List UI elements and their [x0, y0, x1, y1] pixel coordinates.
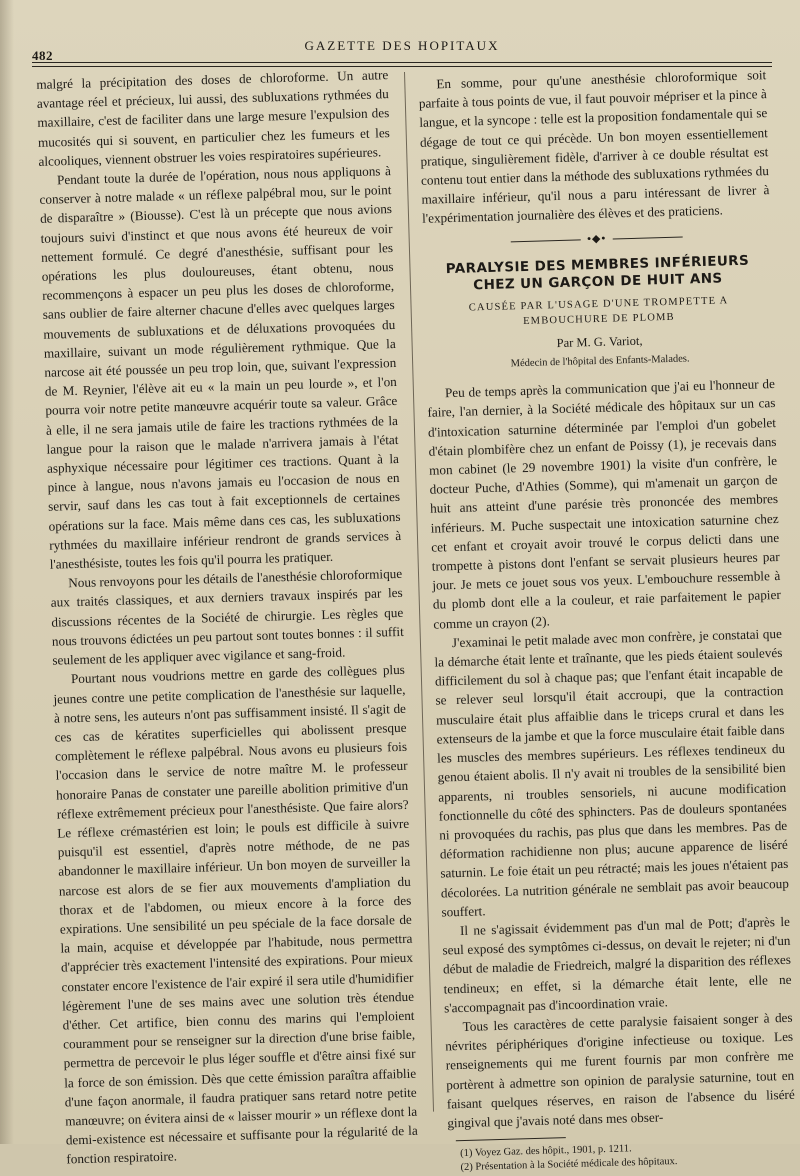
left-column	[36, 65, 418, 1169]
article-subtitle: CAUSÉE PAR L'USAGE D'UNE TROMPETTE A EMBOUCHURE DE PLOMB	[468, 295, 729, 327]
paragraph: Peu de temps après la communication que j'ai eu l'honneur de faire, l'an dernier, à la Société médicale des hôpitaux sur un cas d'intoxication saturnine déterminée par l'emploi d'un gobelet d'étain plombifère chez un enfant de Poissy (1), je recevais dans mon cabinet (le 29 novembre 1901) la visite d'un confrère, le docteur Puche, d'Athies (Somme), qui m'amenait un garçon de huit ans atteint d'une parésie très prononcée des membres inférieurs. M. Puche suspectait une intoxication saturnine chez cet enfant et croyait avoir trouvé le corpus delicti dans une trompette à pistons dont l'enfant se servait plusieurs heures par jour. Je mets ce jouet sous vos yeux. L'embouchure ressemble à du plomb dont elle a la couleur, et raie parfaitement le papier comme un crayon (2).	[427, 376, 781, 632]
article-author: Par M. G. Variot,	[556, 333, 643, 350]
journal-title: GAZETTE DES HOPITAUX	[304, 38, 500, 53]
paragraph: Il ne s'agissait évidemment pas d'un mal de Pott; d'après le seul exposé des symptômes ci-dessus, on devait le rejeter; ni d'un début de maladie de Friedreich, malgré la disparition des réflexes tendineux; en effet, si la démarche était lente, elle ne s'accompagnait pas d'incoordination vraie.	[442, 913, 792, 1016]
paragraph: Nous renvoyons pour les détails de l'anesthésie chloroformique aux traités classiques, et aux derniers travaux inspirés par les discussions récentes de la Société de chirurgie. Les règles que nous trouvons édictées un peu partout sont toutes bonnes : il suffit seulement de les appliquer avec vigilance et sang-froid.	[50, 566, 404, 668]
footnote: (1) Voyez Gaz. des hôpit., 1901, p. 1211.	[460, 1143, 632, 1160]
paragraph: Pendant toute la durée de l'opération, nous nous appliquons à conserver à notre malade « un réflexe palpébral mou, sur le point de disparaître » (Biousse). C'est là un précepte que nous avions toujours suivi d'instinct et que nous avons été heureux de voir nettement formulé. Ce degré d'anesthésie, suffisant pour les opérations les plus douloureuses, étant obtenu, nous recommençons à espacer un peu plus les doses de chloroforme, sans oublier de faire alterner chacune d'elles avec quelques larges mouvements de subluxations et de déluxations provoquées du maxillaire, suivant un mode régulièrement rythmique. Que la narcose ait été poussée un peu trop loin, que, suivant l'expression de M. Reynier, l'élève ait eu « la main un peu lourde », et l'on pourra voir notre petite manœuvre acquérir toute sa valeur. Grâce à elle, il ne sera jamais utile de faire les tractions rythmées de la langue pour la raison que le malade n'arrivera jamais à l'état asphyxique nécessaire pour légitimer ces tractions. Quant à la pince à langue, nous n'avons jamais eu l'occasion de nous en servir, sauf dans les cas tout à fait exceptionnels de certaines opérations sur la face. Mais même dans ces cas, les subluxations rythmées du maxillaire inférieur rendront de grands services à l'anesthésiste, toutes les fois qu'il pourra les pratiquer.	[39, 163, 402, 572]
footnote-rule	[456, 1137, 566, 1141]
page-header	[32, 34, 772, 64]
header-rule-thin	[32, 66, 772, 67]
paragraph: En somme, pour qu'une anesthésie chloroformique soit parfaite à tous points de vue, il faut pouvoir mépriser et la pince à langue, et la syncope : telle est la proposition fondamentale qui se dégage de tout ce qui précède. Un bon moyen essentiellement pratique, singulièrement fidèle, d'arriver à ce double résultat est contenu tout entier dans la méthode des subluxations rythmées du maxillaire inférieur, qu'il nous a paru intéressant de livrer à l'expérimentation journalière des élèves et des praticiens.	[418, 67, 770, 227]
article-title: PARALYSIE DES MEMBRES INFÉRIEURS CHEZ UN GARÇON DE HUIT ANS	[445, 252, 750, 294]
separator-ornament: •◆•	[586, 232, 607, 245]
footnotes	[448, 1138, 797, 1176]
page-number: 482	[32, 48, 53, 63]
header-rule	[32, 62, 772, 63]
section-separator	[423, 225, 771, 254]
paragraph: Pourtant nous voudrions mettre en garde des collègues plus jeunes contre une petite complication de l'anesthésie sur laquelle, à notre sens, les auteurs n'ont pas suffisamment insisté. Il s'agit de ces cas de kératites superficielles qui abolissent presque complètement le réflexe palpébral. Nous avons eu plusieurs fois l'occasion dans le service de notre maître M. le professeur honoraire Panas de constater une pareille abolition primitive d'un réflexe extrêmement précieux pour l'anesthésiste. Que faire alors? Le réflexe crémastérien est loin; le pouls est difficile à suivre puisqu'il est essentiel, d'après notre méthode, de ne pas abandonner le maxillaire inférieur. Un bon moyen de surveiller la narcose est alors de se fier aux mouvements d'ampliation du thorax et de l'abdomen, ou mieux encore à la force des expirations. Une sensibilité un peu spéciale de la face dorsale de la main, acquise et développée par l'habitude, nous permettra d'apprécier très exactement l'intensité des expirations. Pour mieux constater encore l'existence de l'air expiré il sera utile d'humidifier légèrement l'une de ses mains avec une solution très étendue d'éther. Cet artifice, bien connu des marins qui l'emploient couramment pour se renseigner sur la direction d'une brise faible, permettra de percevoir le plus léger souffle et d'être ainsi fixé sur la force de son émission. Dès que cette émission paraîtra affaiblie d'une façon anormale, il faudra pratiquer sans retard notre petite manœuvre; on évitera ainsi de « laisser mourir » un réflexe dont la demi-existence est nécessaire et suffisante pour la régularité de la fonction respiratoire.	[53, 662, 418, 1167]
footnote: (2) Présentation à la Société médicale des hôpitaux.	[460, 1156, 678, 1174]
paragraph: malgré la précipitation des doses de chloroforme. Un autre avantage réel et précieux, lui aussi, des subluxations rythmées du maxillaire, c'est de faciliter dans une large mesure l'expulsion des mucosités qui si souvent, en particulier chez les fumeurs et les alcooliques, viennent obstruer les voies respiratoires supérieures.	[36, 67, 391, 169]
page-edge-shadow	[0, 0, 14, 1144]
paragraph: J'examinai le petit malade avec mon confrère, je constatai que la démarche était lente et traînante, que les pieds étaient soulevés difficilement du sol à chaque pas; que l'enfant était incapable de se relever seul lorsqu'il était accroupi, que la contraction musculaire était plus affaiblie dans le triceps crural et dans les extenseurs de la jambe et que la force musculaire était faible dans les muscles des membres supérieurs. Les réflexes tendineux du genou étaient abolis. Il n'y avait ni troubles de la sensibilité bien apparents, ni troubles sensoriels, ni aucune modification fonctionnelle du côté des sphincters. Pas de douleurs spontanées ni provoquées du rachis, pas plus que dans les membres. Pas de déformation rachidienne non plus; aucune apparence de liséré saturnin. Le foie était un peu rétracté; mais les joues n'étaient pas décolorées. La nutrition générale ne semblait pas avoir beaucoup souffert.	[434, 625, 789, 920]
right-column	[418, 65, 797, 1175]
paragraph: Tous les caractères de cette paralysie faisaient songer à des névrites périphériques d'origine infectieuse ou toxique. Les renseignements qui me furent fournis par mon confrère me portèrent à admettre son opinion de paralysie saturnine, tout en faisant quelques réserves, en raison de l'absence du liséré gingival que j'avais noté dans mes obser-	[444, 1009, 795, 1131]
author-role: Médecin de l'hôpital des Enfants-Malades.	[510, 353, 690, 370]
